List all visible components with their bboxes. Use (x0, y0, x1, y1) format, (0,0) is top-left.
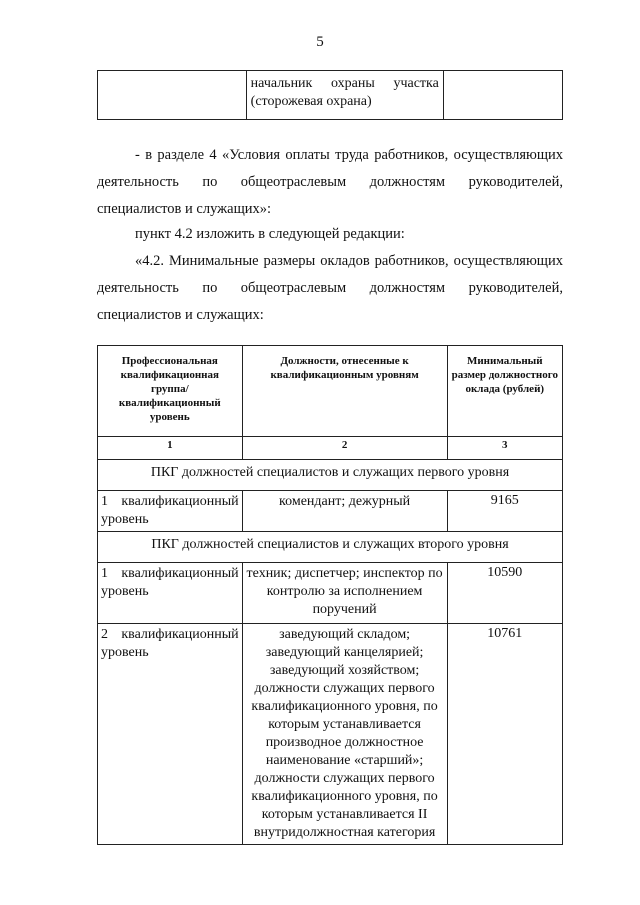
level-line1: 2 квалификационный (101, 627, 239, 642)
position-line2: (сторожевая охрана) (250, 94, 372, 109)
level-line1: 1 квалификационный (101, 494, 239, 509)
p1-line3: специалистов и служащих»: (97, 201, 272, 217)
continuation-table (97, 70, 563, 120)
p3-line3: специалистов и служащих: (97, 307, 264, 323)
salary-cell: 10761 (447, 624, 562, 845)
group-row (98, 532, 563, 563)
positions-cell: техник; диспетчер; инспектор по контролю за исполнением поручений (242, 563, 447, 624)
p3-line1: «4.2. Минимальные размеры окладов работников, осуществляющих (135, 253, 563, 269)
level-cell (98, 624, 243, 845)
paragraph-section4 (97, 146, 563, 218)
level-cell (98, 491, 243, 532)
header-group: Профессиональная квалификационная группа/ квалификационный уровень (98, 346, 243, 437)
table-row (98, 624, 563, 845)
paragraph-point: пункт 4.2 изложить в следующей редакции: (135, 226, 405, 242)
paragraph-4-2 (97, 252, 563, 324)
header-row (98, 346, 563, 437)
empty-cell (443, 71, 562, 120)
col-num-2: 2 (242, 437, 447, 460)
header-positions: Должности, отнесенные к квалификационным уровням (242, 346, 447, 437)
p3-line2: деятельность по общеотраслевым должностям руководителей, (97, 280, 563, 296)
column-number-row (98, 437, 563, 460)
empty-cell (98, 71, 247, 120)
level-line2: уровень (101, 645, 149, 660)
salary-table (97, 345, 563, 845)
level-cell (98, 563, 243, 624)
salary-cell: 9165 (447, 491, 562, 532)
page-number: 5 (316, 34, 324, 50)
col-num-1: 1 (98, 437, 243, 460)
header-salary: Минимальный размер должностного оклада (рублей) (447, 346, 562, 437)
p1-line2: деятельность по общеотраслевым должностям руководителей, (97, 174, 563, 190)
salary-cell: 10590 (447, 563, 562, 624)
level-line1: 1 квалификационный (101, 566, 239, 581)
positions-cell: заведующий складом; заведующий канцелярией; заведующий хозяйством; должности служащих первого квалификационного уровня, по которым устанавливается производное должностное наименование «старший»; должности служащих первого квалификационного уровня, по которым устанавливается II внутридолжностная категория (242, 624, 447, 845)
table-row (98, 563, 563, 624)
position-cell (246, 71, 443, 120)
group2-title: ПКГ должностей специалистов и служащих второго уровня (98, 532, 563, 563)
group-row (98, 460, 563, 491)
group1-title: ПКГ должностей специалистов и служащих первого уровня (98, 460, 563, 491)
p1-line1: - в разделе 4 «Условия оплаты труда работников, осуществляющих (135, 147, 563, 163)
positions-cell: комендант; дежурный (242, 491, 447, 532)
position-line1: начальник охраны участка (250, 76, 439, 91)
table-row (98, 491, 563, 532)
level-line2: уровень (101, 512, 149, 527)
col-num-3: 3 (447, 437, 562, 460)
level-line2: уровень (101, 584, 149, 599)
